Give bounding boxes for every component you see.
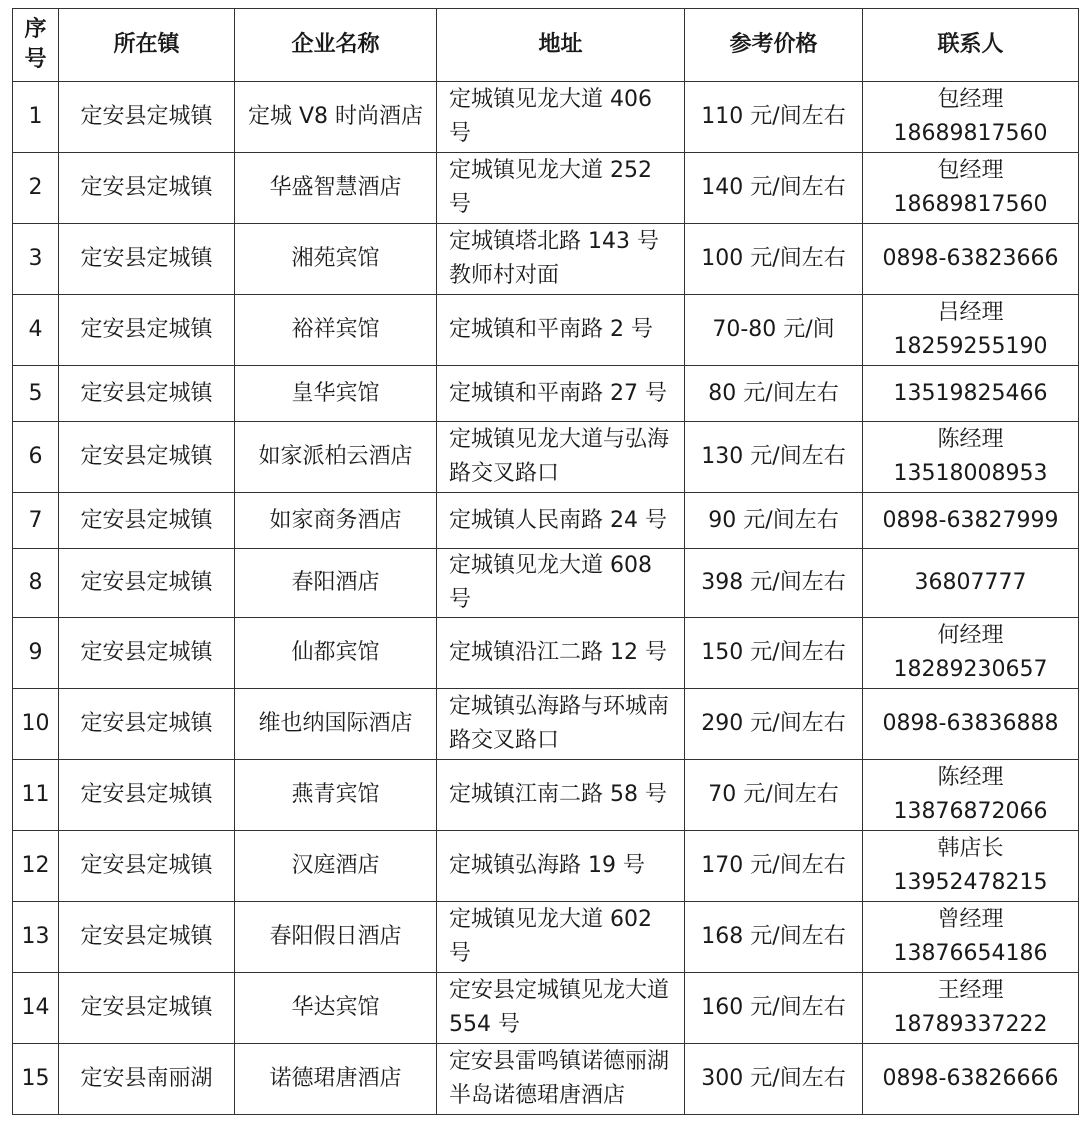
contact-phone: 0898-63823666 [882, 246, 1059, 271]
hotel-table-container [12, 8, 1078, 1115]
cell-town: 定安县定城镇 [59, 549, 235, 618]
column-header-address: 地址 [437, 9, 685, 82]
cell-no: 14 [13, 973, 59, 1044]
contact-name: 曾经理 [937, 907, 1004, 932]
cell-town: 定安县定城镇 [59, 831, 235, 902]
cell-no: 3 [13, 224, 59, 295]
cell-address: 定城镇沿江二路 12 号 [437, 618, 685, 689]
contact-name: 王经理 [937, 978, 1004, 1003]
cell-address: 定城镇见龙大道 602 号 [437, 902, 685, 973]
hotel-table [12, 8, 1079, 1115]
cell-contact [863, 902, 1079, 973]
cell-no: 12 [13, 831, 59, 902]
cell-address: 定城镇和平南路 27 号 [437, 366, 685, 422]
cell-town: 定安县定城镇 [59, 82, 235, 153]
table-row [13, 689, 1079, 760]
cell-no: 7 [13, 493, 59, 549]
cell-address: 定城镇江南二路 58 号 [437, 760, 685, 831]
contact-name: 韩店长 [937, 836, 1004, 861]
table-row [13, 493, 1079, 549]
cell-price: 70 元/间左右 [685, 760, 863, 831]
cell-price: 290 元/间左右 [685, 689, 863, 760]
cell-price: 150 元/间左右 [685, 618, 863, 689]
cell-name: 定城 V8 时尚酒店 [235, 82, 437, 153]
contact-name: 包经理 [937, 87, 1004, 112]
cell-town: 定安县定城镇 [59, 689, 235, 760]
cell-town: 定安县南丽湖 [59, 1044, 235, 1115]
contact-name: 陈经理 [937, 427, 1004, 452]
contact-phone: 0898-63827999 [882, 507, 1059, 533]
cell-price: 70-80 元/间 [685, 295, 863, 366]
cell-no: 15 [13, 1044, 59, 1115]
contact-phone: 13876654186 [893, 941, 1048, 966]
table-header-row [13, 9, 1079, 82]
contact-phone: 0898-63836888 [882, 711, 1059, 736]
cell-no: 4 [13, 295, 59, 366]
contact-phone: 36807777 [914, 570, 1027, 595]
cell-name: 春阳酒店 [235, 549, 437, 618]
cell-contact [863, 366, 1079, 422]
cell-price: 300 元/间左右 [685, 1044, 863, 1115]
cell-price: 130 元/间左右 [685, 422, 863, 493]
table-row [13, 1044, 1079, 1115]
cell-address: 定安县雷鸣镇诺德丽湖半岛诺德珺唐酒店 [437, 1044, 685, 1115]
cell-contact [863, 831, 1079, 902]
cell-name: 华盛智慧酒店 [235, 153, 437, 224]
cell-contact [863, 549, 1079, 618]
cell-no: 6 [13, 422, 59, 493]
cell-no: 2 [13, 153, 59, 224]
cell-contact [863, 1044, 1079, 1115]
cell-price: 168 元/间左右 [685, 902, 863, 973]
contact-name: 包经理 [937, 158, 1004, 183]
cell-address: 定城镇和平南路 2 号 [437, 295, 685, 366]
cell-contact [863, 224, 1079, 295]
column-header-name: 企业名称 [235, 9, 437, 82]
cell-name: 华达宾馆 [235, 973, 437, 1044]
cell-contact [863, 973, 1079, 1044]
cell-price: 160 元/间左右 [685, 973, 863, 1044]
cell-contact [863, 82, 1079, 153]
cell-contact [863, 760, 1079, 831]
cell-name: 汉庭酒店 [235, 831, 437, 902]
cell-name: 如家派柏云酒店 [235, 422, 437, 493]
cell-contact [863, 493, 1079, 549]
table-row [13, 618, 1079, 689]
cell-address: 定城镇弘海路 19 号 [437, 831, 685, 902]
cell-address: 定城镇见龙大道与弘海路交叉路口 [437, 422, 685, 493]
table-row [13, 295, 1079, 366]
cell-address: 定城镇人民南路 24 号 [437, 493, 685, 549]
cell-no: 8 [13, 549, 59, 618]
table-row [13, 422, 1079, 493]
cell-town: 定安县定城镇 [59, 422, 235, 493]
cell-name: 维也纳国际酒店 [235, 689, 437, 760]
cell-contact [863, 153, 1079, 224]
cell-town: 定安县定城镇 [59, 973, 235, 1044]
contact-name: 吕经理 [937, 300, 1004, 325]
cell-town: 定安县定城镇 [59, 618, 235, 689]
cell-town: 定安县定城镇 [59, 153, 235, 224]
cell-price: 80 元/间左右 [685, 366, 863, 422]
cell-name: 皇华宾馆 [235, 366, 437, 422]
cell-town: 定安县定城镇 [59, 366, 235, 422]
cell-price: 140 元/间左右 [685, 153, 863, 224]
contact-phone: 0898-63826666 [882, 1066, 1059, 1091]
cell-name: 燕青宾馆 [235, 760, 437, 831]
cell-price: 170 元/间左右 [685, 831, 863, 902]
table-row [13, 153, 1079, 224]
cell-address: 定城镇见龙大道 608 号 [437, 549, 685, 618]
column-header-contact: 联系人 [863, 9, 1079, 82]
table-row [13, 902, 1079, 973]
cell-town: 定安县定城镇 [59, 295, 235, 366]
cell-contact [863, 689, 1079, 760]
table-row [13, 973, 1079, 1044]
cell-no: 11 [13, 760, 59, 831]
cell-name: 诺德珺唐酒店 [235, 1044, 437, 1115]
cell-town: 定安县定城镇 [59, 902, 235, 973]
cell-address: 定安县定城镇见龙大道 554 号 [437, 973, 685, 1044]
table-row [13, 831, 1079, 902]
cell-town: 定安县定城镇 [59, 493, 235, 549]
contact-phone: 18689817560 [893, 192, 1048, 217]
contact-phone: 13876872066 [893, 799, 1048, 824]
cell-address: 定城镇见龙大道 252 号 [437, 153, 685, 224]
cell-contact [863, 295, 1079, 366]
contact-phone: 18689817560 [893, 121, 1048, 146]
contact-phone: 18259255190 [893, 334, 1048, 359]
table-body [13, 82, 1079, 1115]
cell-town: 定安县定城镇 [59, 224, 235, 295]
cell-no: 5 [13, 366, 59, 422]
contact-phone: 13518008953 [893, 461, 1048, 486]
contact-name: 何经理 [937, 623, 1004, 648]
cell-contact [863, 618, 1079, 689]
cell-price: 110 元/间左右 [685, 82, 863, 153]
cell-no: 10 [13, 689, 59, 760]
cell-address: 定城镇塔北路 143 号教师村对面 [437, 224, 685, 295]
table-row [13, 549, 1079, 618]
cell-town: 定安县定城镇 [59, 760, 235, 831]
cell-address: 定城镇见龙大道 406 号 [437, 82, 685, 153]
column-header-town: 所在镇 [59, 9, 235, 82]
table-row [13, 366, 1079, 422]
contact-phone: 13952478215 [893, 870, 1048, 895]
cell-contact [863, 422, 1079, 493]
cell-name: 仙都宾馆 [235, 618, 437, 689]
table-row [13, 82, 1079, 153]
cell-price: 100 元/间左右 [685, 224, 863, 295]
cell-name: 湘苑宾馆 [235, 224, 437, 295]
contact-phone: 18789337222 [893, 1012, 1048, 1037]
cell-no: 1 [13, 82, 59, 153]
contact-name: 陈经理 [937, 765, 1004, 790]
contact-phone: 18289230657 [893, 657, 1048, 682]
cell-name: 春阳假日酒店 [235, 902, 437, 973]
cell-price: 90 元/间左右 [685, 493, 863, 549]
column-header-price: 参考价格 [685, 9, 863, 82]
cell-no: 13 [13, 902, 59, 973]
table-row [13, 760, 1079, 831]
table-row [13, 224, 1079, 295]
contact-phone: 13519825466 [893, 380, 1048, 406]
cell-address: 定城镇弘海路与环城南路交叉路口 [437, 689, 685, 760]
cell-name: 如家商务酒店 [235, 493, 437, 549]
cell-name: 裕祥宾馆 [235, 295, 437, 366]
column-header-no: 序号 [13, 9, 59, 82]
cell-no: 9 [13, 618, 59, 689]
cell-price: 398 元/间左右 [685, 549, 863, 618]
